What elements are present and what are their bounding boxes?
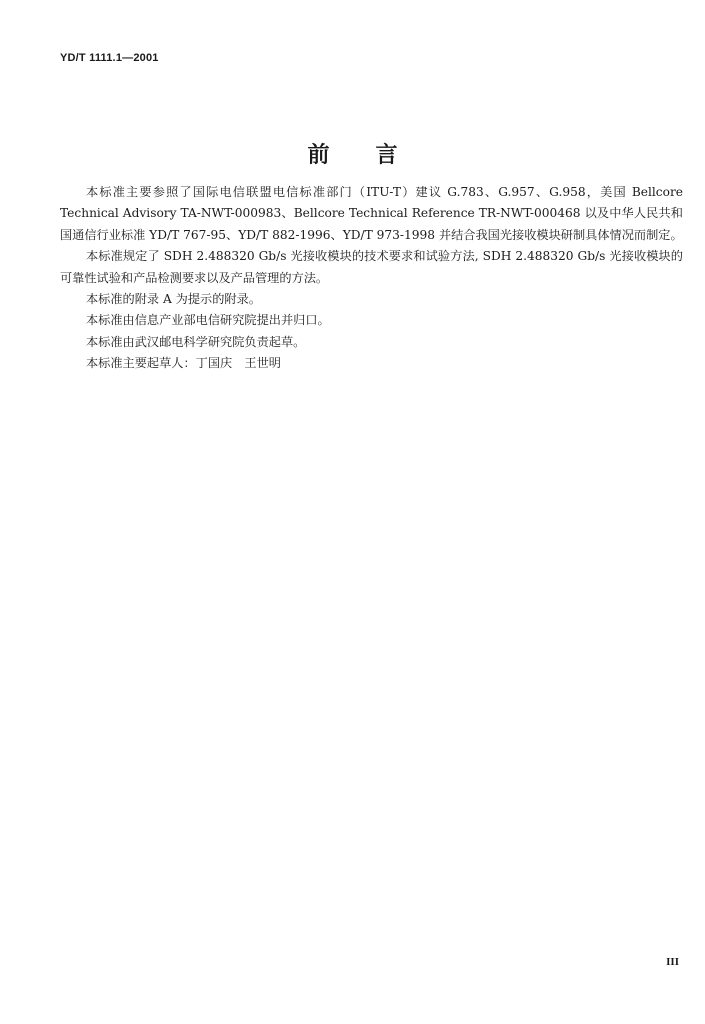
paragraph-appendix: 本标准的附录 A 为提示的附录。 <box>86 292 261 307</box>
paragraph-scope: 本标准规定了 SDH 2.488320 Gb/s 光接收模块的技术要求和试验方法, SDH 2.488320 Gb/s 光接收模块的可靠性试验和产品检测要求以及产品管理的方法。 <box>60 249 683 285</box>
page-number: III <box>666 956 679 968</box>
paragraph-references: 本标准主要参照了国际电信联盟电信标准部门（ITU-T）建议 G.783、G.957、G.958，美国 Bellcore Technical Advisory TA-NWT-000983、Bellcore Technical Reference TR-NWT-000468 以及中华人民共和国通信行业标准 YD/T 767-95、YD/T 882-1996、YD/T 973-1998 并结合我国光接收模块研制具体情况而制定。 <box>60 185 683 242</box>
standard-number: YD/T 1111.1—2001 <box>60 52 159 64</box>
page-title <box>0 138 705 169</box>
paragraph-proposer: 本标准由信息产业部电信研究院提出并归口。 <box>86 313 330 328</box>
foreword-body <box>60 182 683 375</box>
title-char-1: 前 <box>307 142 330 168</box>
paragraph-drafting-unit: 本标准由武汉邮电科学研究院负责起草。 <box>86 334 306 349</box>
paragraph-drafters: 本标准主要起草人：丁国庆 王世明 <box>86 356 281 371</box>
title-char-2: 言 <box>375 142 398 168</box>
